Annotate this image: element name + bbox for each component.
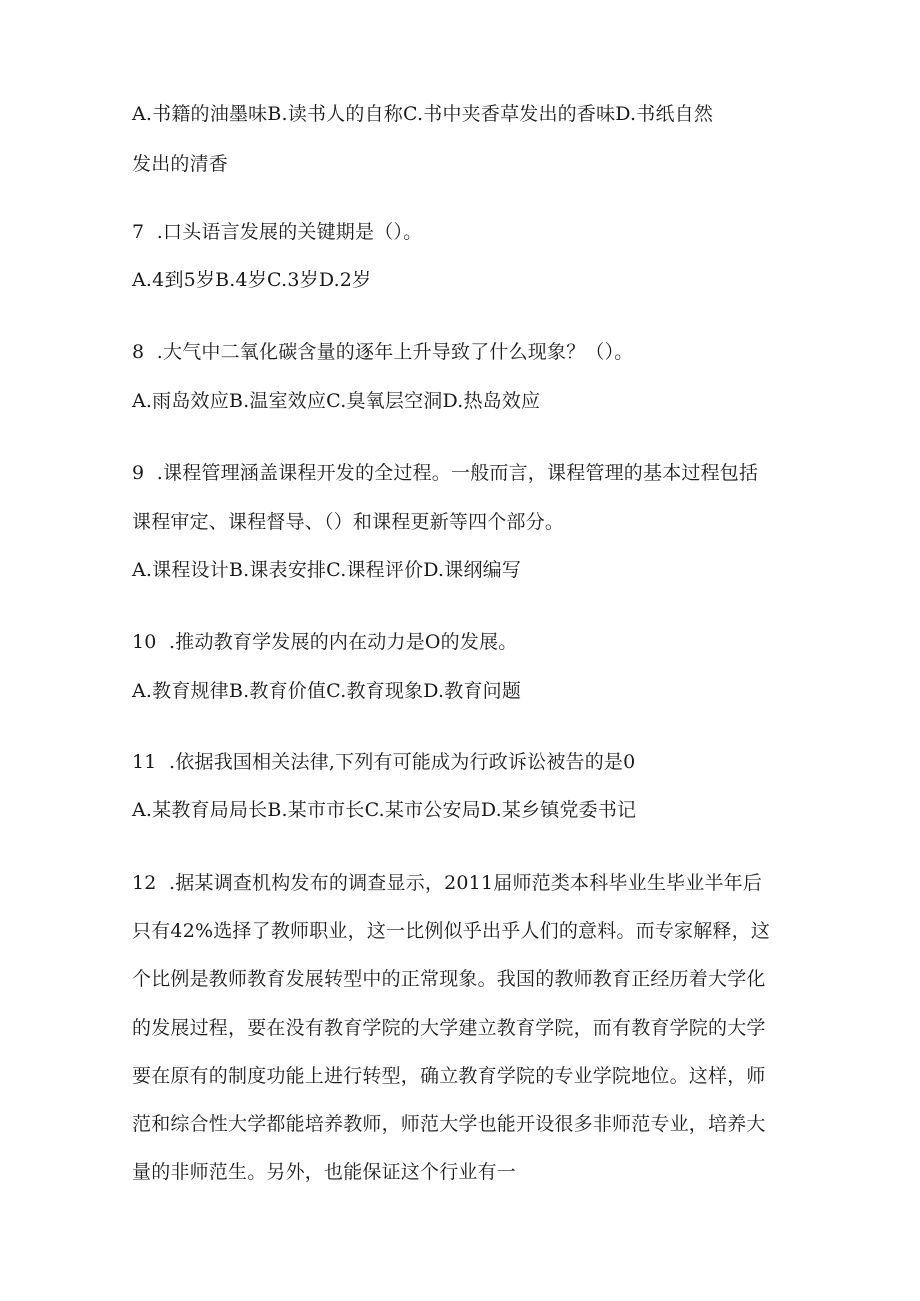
- options-8: A.雨岛效应B.温室效应C.臭氧层空洞D.热岛效应: [132, 390, 541, 412]
- question-7: 7 .口头语言发展的关键期是（）。: [132, 221, 423, 243]
- options-9: A.课程设计B.课表安排C.课程评价D.课纲编写: [132, 559, 522, 581]
- options-7: A.4到5岁B.4岁C.3岁D.2岁: [132, 269, 372, 291]
- question-9: 9 .课程管理涵盖课程开发的全过程。一般而言，课程管理的基本过程包括: [132, 462, 759, 484]
- text-line: A.书籍的油墨味B.读书人的自称C.书中夹香草发出的香味D.书纸自然: [132, 103, 714, 125]
- options-10: A.教育规律B.教育价值C.教育现象D.教育问题: [132, 680, 522, 702]
- question-8: 8 .大气中二氧化碳含量的逐年上升导致了什么现象？（）。: [132, 341, 634, 363]
- question-12: 12 .据某调查机构发布的调查显示，2011届师范类本科毕业生毕业半年后: [132, 872, 763, 894]
- options-11: A.某教育局局长B.某市市长C.某市公安局D.某乡镇党委书记: [132, 799, 637, 821]
- text-line: 要在原有的制度功能上进行转型，确立教育学院的专业学院地位。这样，师: [132, 1065, 766, 1087]
- text-line: 发出的清香: [132, 153, 229, 175]
- text-line: 个比例是教师教育发展转型中的正常现象。我国的教师教育正经历着大学化: [132, 968, 766, 990]
- text-line: 课程审定、课程督导、（）和课程更新等四个部分。: [132, 511, 565, 533]
- text-line: 范和综合性大学都能培养教师，师范大学也能开设很多非师范专业，培养大: [132, 1113, 766, 1135]
- text-line: 的发展过程，要在没有教育学院的大学建立教育学院，而有教育学院的大学: [132, 1017, 766, 1039]
- question-10: 10 .推动教育学发展的内在动力是O的发展。: [132, 631, 518, 653]
- text-line: 只有42%选择了教师职业，这一比例似乎出乎人们的意料。而专家解释，这: [132, 920, 771, 942]
- text-line: 量的非师范生。另外，也能保证这个行业有一: [132, 1161, 517, 1183]
- question-11: 11 .依据我国相关法律,下列有可能成为行政诉讼被告的是0: [132, 751, 636, 773]
